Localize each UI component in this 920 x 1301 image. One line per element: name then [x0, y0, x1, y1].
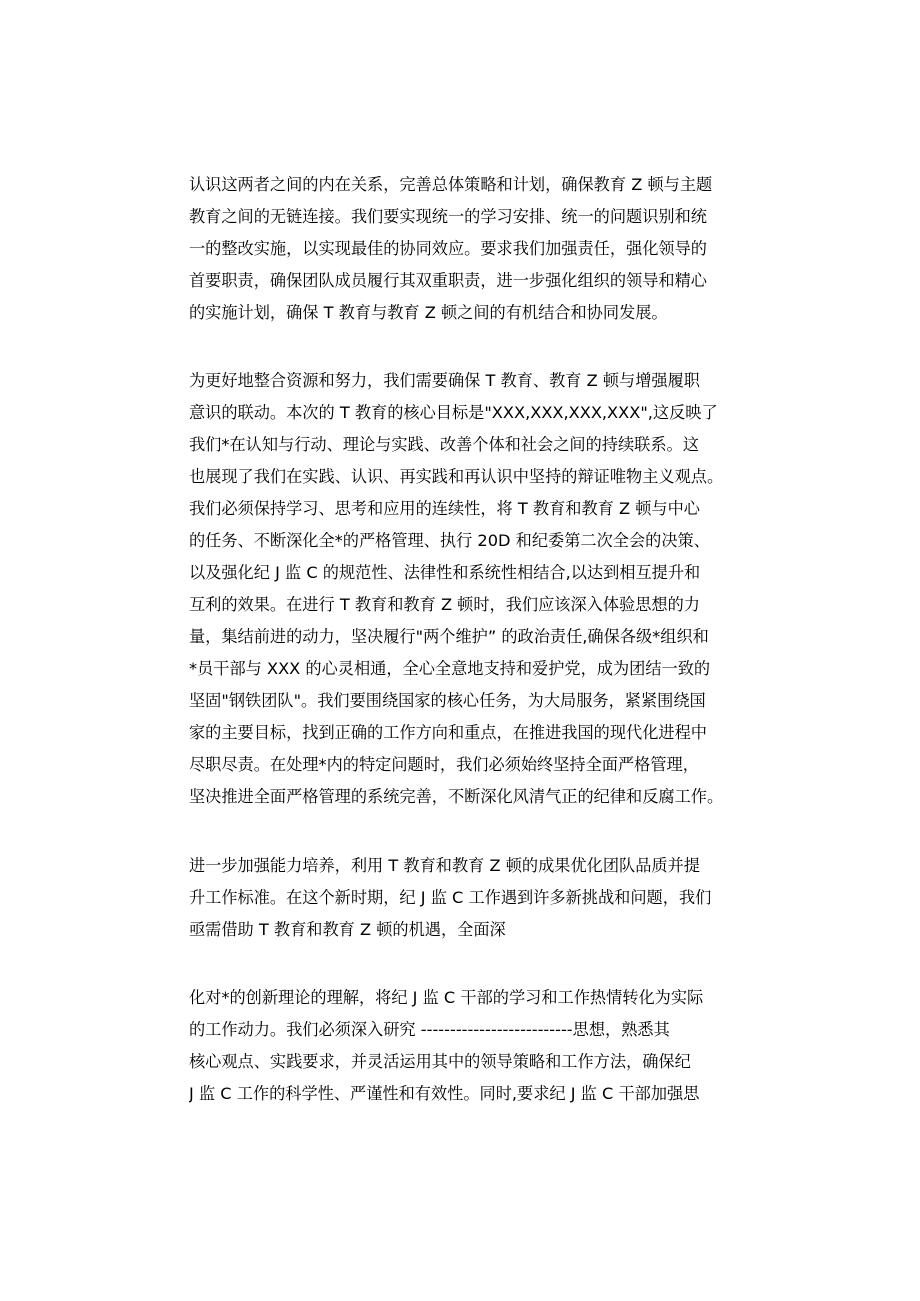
text-line: 教育之间的无链连接。我们要实现统一的学习安排、统一的问题识别和统: [189, 207, 707, 226]
text-line: 家的主要目标，找到正确的工作方向和重点，在推进我国的现代化进程中: [189, 723, 707, 742]
text-line: 互利的效果。在进行 T 教育和教育 Z 顿时，我们应该深入体验思想的力: [189, 595, 700, 614]
text-line: 量，集结前进的动力，坚决履行"两个维护” 的政治责任,确保各级*组织和: [189, 627, 709, 646]
text-line: J 监 C 工作的科学性、严谨性和有效性。同时,要求纪 J 监 C 干部加强思: [189, 1084, 700, 1103]
text-line: 我们*在认知与行动、理论与实践、改善个体和社会之间的持续联系。这: [189, 435, 699, 454]
text-line: 进一步加强能力培养，利用 T 教育和教育 Z 顿的成果优化团队品质并提: [189, 856, 700, 875]
text-line: 以及强化纪 J 监 C 的规范性、法律性和系统性相结合,以达到相互提升和: [189, 563, 701, 582]
text-line: 核心观点、实践要求，并灵活运用其中的领导策略和工作方法，确保纪: [189, 1052, 691, 1071]
text-line: 为更好地整合资源和努力，我们需要确保 T 教育、教育 Z 顿与增强履职: [189, 371, 700, 390]
text-line: 的实施计划，确保 T 教育与教育 Z 顿之间的有机结合和协同发展。: [189, 303, 668, 322]
text-line: 认识这两者之间的内在关系，完善总体策略和计划，确保教育 Z 顿与主题: [189, 175, 713, 194]
text-line: 首要职责，确保团队成员履行其双重职责，进一步强化组织的领导和精心: [189, 271, 707, 290]
text-line: 的任务、不断深化全*的严格管理、执行 20D 和纪委第二次全会的决策、: [189, 531, 710, 550]
text-line: 意识的联动。本次的 T 教育的核心目标是"XXX,XXX,XXX,XXX",这反映了: [189, 403, 718, 422]
text-line: 化对*的创新理论的理解，将纪 J 监 C 干部的学习和工作热情转化为实际: [189, 988, 704, 1007]
text-line: 升工作标准。在这个新时期，纪 J 监 C 工作遇到许多新挑战和问题，我们: [189, 888, 712, 907]
text-line: 亟需借助 T 教育和教育 Z 顿的机遇，全面深: [189, 920, 506, 939]
text-line: 也展现了我们在实践、认识、再实践和再认识中坚持的辩证唯物主义观点。: [189, 467, 724, 486]
text-line: 我们必须保持学习、思考和应用的连续性，将 T 教育和教育 Z 顿与中心: [189, 499, 700, 518]
text-line: 坚固"钢铁团队"。我们要围绕国家的核心任务，为大局服务，紧紧围绕国: [189, 691, 706, 710]
text-line: 的工作动力。我们必须深入研究 --------------------------思想，熟悉其: [189, 1020, 670, 1039]
text-line: 一的整改实施，以实现最佳的协同效应。要求我们加强责任，强化领导的: [189, 239, 707, 258]
text-line: 坚决推进全面严格管理的系统完善，不断深化风清气正的纪律和反腐工作。: [189, 787, 724, 806]
text-line: *员干部与 XXX 的心灵相通，全心全意地支持和爱护党，成为团结一致的: [189, 659, 711, 678]
text-line: 尽职尽责。在处理*内的特定问题时，我们必须始终坚持全面严格管理，: [189, 755, 699, 774]
